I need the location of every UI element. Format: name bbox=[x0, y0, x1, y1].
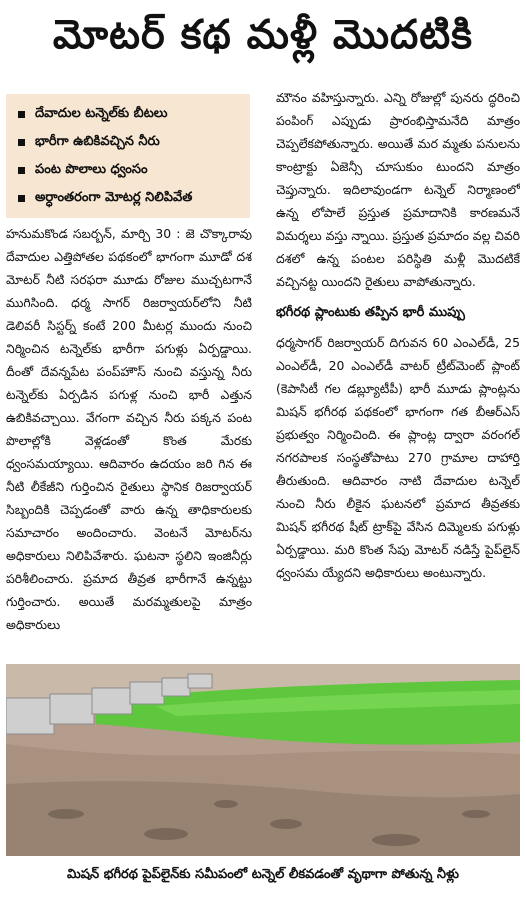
article-paragraph: ధర్మసాగర్ రిజర్వాయర్ దిగువన 60 ఎంఎల్‌డీ, 25 ఎంఎల్‌డీ, 20 ఎంఎల్‌డీ వాటర్ ట్రీట్‌మెంట్ ప్లాంట్ (కెపాసిటీ గల డబ్ల్యూటీపీ) భారీ మూడు ప్లాంట్లను మిషన్ భగీరథ పథకంలో భాగంగా గత బీఆర్‌ఎస్ ప్రభుత్వం నిర్మించింది. ఈ ప్లాంట్ల ద్వారా వరంగల్ నగరపాలక సంస్థతోపాటు 270 గ్రామాల దాహార్తి తీరుతుంది. ఆదివారం నాటి దేవాదుల టన్నెల్ నుంచి నీరు లీకైన ఘటనలో ప్రమాద తీవ్రతకు మిషన్ భగీరథ షీట్ ట్రాక్‌పై వేసిన దిమ్మెలకు పగుళ్లు ఏర్పడ్డాయి. మరి కొంత సేపు మోటర్ నడిస్తే పైప్‌లైన్ ధ్వంసమ య్యేదని అధికారులు అంటున్నారు. bbox=[276, 335, 520, 580]
highlights-box bbox=[6, 94, 250, 218]
highlight-text: అర్ధాంతరంగా మోటర్ల నిలిపివేత bbox=[35, 190, 193, 205]
highlight-item bbox=[12, 184, 244, 212]
news-photo bbox=[6, 664, 520, 856]
article-subheading: భగీరథ ప్లాంటుకు తప్పిన భారీ ముప్పు bbox=[276, 305, 465, 320]
highlight-text: పంట పొలాలు ధ్వంసం bbox=[35, 162, 148, 177]
square-bullet-icon bbox=[18, 111, 25, 118]
article-paragraph: హనుమకొండ సబర్బన్, మార్చి 30 : జె చొక్కారావు దేవాదుల ఎత్తిపోతల పథకంలో భాగంగా మూడో దశ మోటర్ నీటి సరఫరా మూడు రోజుల ముచ్చటగానే ముగిసింది. ధర్మ సాగర్ రిజర్వాయర్‌లోని నీటి డెలివరీ సిస్టర్న్ కంటే 200 మీటర్ల ముందు నుంచి నిర్మించిన టన్నెల్‌కు భారీగా పగుళ్లు ఏర్పడ్డాయి. దీంతో దేవన్నపేట పంప్‌హౌస్ నుంచి వస్తున్న నీరు టన్నెల్‌కు ఏర్పడిన పగుళ్ల నుంచి భారీ ఎత్తున ఉబికివచ్చాయి. వేగంగా వచ్చిన నీరు పక్కన పంట పొలాల్లోకి వెళ్లడంతో కొంత మేరకు ధ్వంసమయ్యాయి. ఆదివారం ఉదయం జరి గిన ఈ నీటి లీకేజీని గుర్తించిన రైతులు స్థానిక రిజర్వాయర్ సిబ్బందికి చెప్పడంతో వారు ఉన్న తాధికారులకు సమాచారం అందించారు. వెంటనే మోటర్‌ను అధికారులు నిలిపివేశారు. ఘటనా స్థలిని ఇంజినీర్లు పరిశీలించారు. ప్రమాద తీవ్రత భారీగానే ఉన్నట్టు గుర్తించారు. అయితే మరమ్మతులపై మాత్రం అధికారులు bbox=[6, 226, 252, 632]
highlight-text: భారీగా ఉబికివచ్చిన నీరు bbox=[35, 134, 160, 149]
article-paragraph: మౌనం వహిస్తున్నారు. ఎన్ని రోజుల్లో పునరు ద్ధరించి పంపింగ్ ఎప్పుడు ప్రారంభిస్తామనేది మాత్రం చెప్పలేకపోతున్నారు. అయితే మర మ్మతు పనులను కాంట్రాక్టు ఏజెన్సీ చూసుకుం టుందని మాత్రం చెప్తున్నారు. ఇదిలావుండగా టన్నెల్ నిర్మాణంలో ఉన్న లోపాలే ప్రస్తుత ప్రమాదానికి కారణమనే విమర్శలు వస్తు న్నాయి. ప్రస్తుత ప్రమాదం వల్ల చివరి దశలో ఉన్న పంటల పరిస్థితి మళ్లీ మొదటికే వచ్చినట్ట యిందని రైతులు వాపోతున్నారు. bbox=[276, 90, 520, 289]
article-right-column bbox=[276, 86, 520, 658]
square-bullet-icon bbox=[18, 167, 25, 174]
highlight-item bbox=[12, 128, 244, 156]
square-bullet-icon bbox=[18, 139, 25, 146]
article-left-column bbox=[6, 222, 252, 658]
highlight-item bbox=[12, 100, 244, 128]
photo-caption: మిషన్ భగీరథ పైప్‌లైన్‌కు సమీపంలో టన్నెల్ లీకవడంతో వృథాగా పోతున్న నీళ్లు bbox=[67, 867, 459, 882]
highlight-item bbox=[12, 156, 244, 184]
headline: మోటర్ కథ మళ్లీ మొదటికి bbox=[52, 12, 474, 58]
square-bullet-icon bbox=[18, 195, 25, 202]
photo-water-leak-field-icon bbox=[6, 664, 520, 856]
highlight-text: దేవాదుల టన్నెల్‌కు బీటలు bbox=[35, 106, 168, 121]
